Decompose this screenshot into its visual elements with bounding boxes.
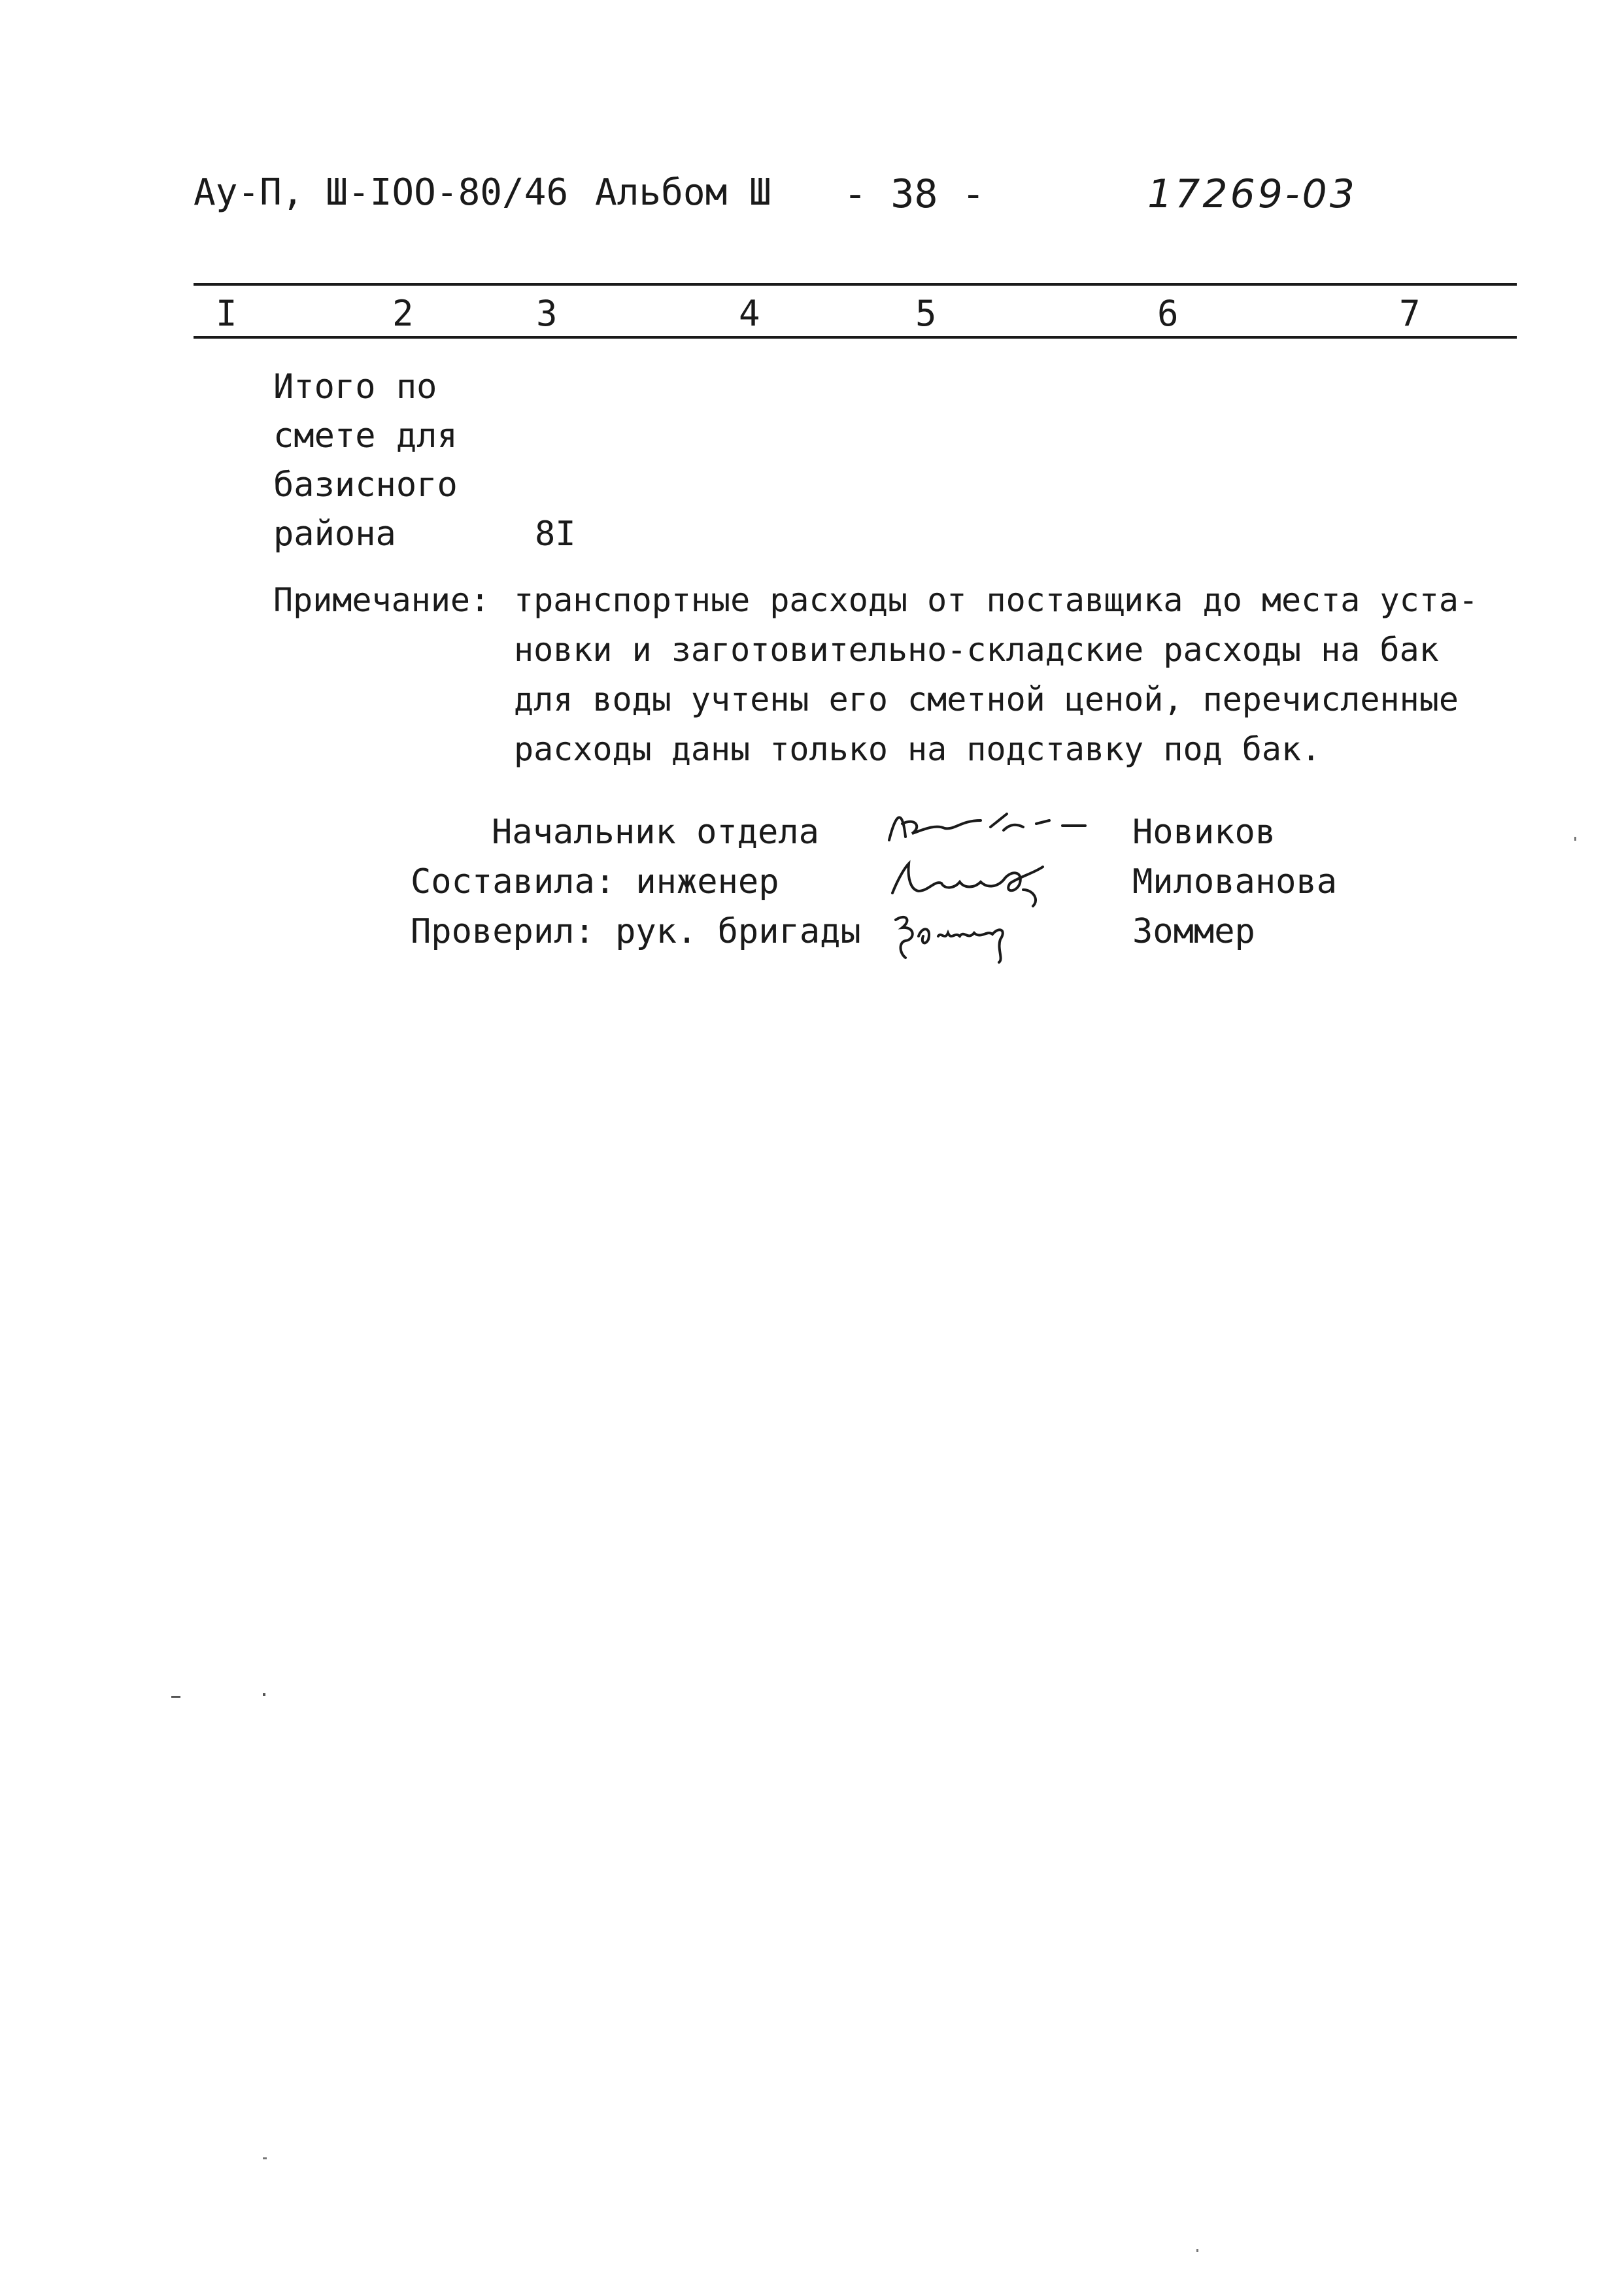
total-label-line: смете для [273,416,458,456]
note-line: для воды учтены его сметной ценой, перечисленные [514,681,1459,718]
table-top-rule [194,283,1517,286]
signature-row [0,857,1624,907]
signer-role: Начальник отдела [492,813,819,852]
column-number: 3 [536,293,558,334]
document-number: 17269-03 [1147,171,1357,217]
handwritten-signature [883,900,1079,966]
signature-row [0,807,1624,857]
total-label [273,363,458,559]
column-number: 2 [392,293,414,334]
column-number: I [216,293,237,334]
column-number: 5 [915,293,937,334]
note-line: транспортные расходы от поставщика до места уста- [514,581,1479,619]
signer-role: Проверил: рук. бригады [411,912,861,951]
column-number: 6 [1157,293,1179,334]
table-header-rule [194,336,1517,339]
note-line: новки и заготовительно-складские расходы на бак [514,631,1439,669]
signer-name: Милованова [1132,862,1338,902]
signer-name: Новиков [1132,813,1276,852]
page-header [0,171,1624,230]
table-column-numbers [0,293,1624,336]
note-text [514,575,1478,774]
signature-row [0,907,1624,956]
note-label: Примечание: [273,581,490,619]
total-value: 8I [535,514,576,554]
project-code: Ау-П, Ш-IOO-80/46 [194,171,569,214]
signer-role: Составила: инженер [411,862,779,902]
signer-name: Зоммер [1132,912,1255,951]
column-number: 7 [1399,293,1421,334]
total-label-line: района [273,514,396,554]
total-label-line: базисного [273,465,458,505]
column-number: 4 [739,293,760,334]
album-label: Альбом Ш [595,171,771,214]
total-label-line: Итого по [273,367,437,407]
note-line: расходы даны только на подставку под бак. [514,730,1321,768]
page-number: - 38 - [843,171,985,217]
